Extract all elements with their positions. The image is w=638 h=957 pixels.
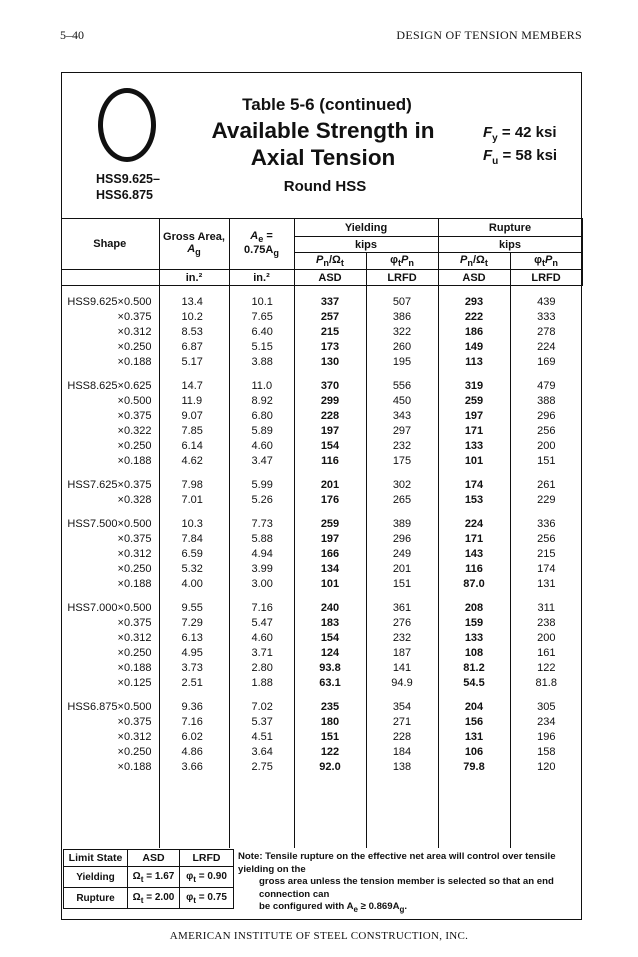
- table-row: [61, 730, 582, 745]
- cell-shape: HSS6.875×0.500: [67, 701, 152, 713]
- table-row: [61, 661, 582, 676]
- cell-rupture-asd: 131: [438, 730, 510, 745]
- cell-rupture-lrfd: 229: [510, 493, 582, 508]
- limit-rupture-lrfd: $\varphi_t = 0.75$: [180, 888, 234, 909]
- cell-gross-area: 5.32: [159, 562, 229, 577]
- table-row: [61, 616, 582, 631]
- cell-net-area: 5.99: [229, 478, 294, 493]
- cell-shape: ×0.188: [117, 662, 152, 674]
- cell-net-area: 5.88: [229, 532, 294, 547]
- shape-range-line1: HSS9.625–: [96, 172, 160, 186]
- cell-gross-area: 7.84: [159, 532, 229, 547]
- unit-rupture-asd: ASD: [438, 270, 510, 286]
- cell-yield-asd: 116: [294, 454, 366, 469]
- cell-gross-area: 3.66: [159, 760, 229, 775]
- unit-yield-lrfd: LRFD: [366, 270, 438, 286]
- cell-shape: ×0.250: [117, 746, 152, 758]
- col-rupture: Rupture: [438, 219, 582, 237]
- cell-gross-area: 9.36: [159, 700, 229, 715]
- cell-yield-lrfd: 260: [366, 340, 438, 355]
- cell-shape: ×0.312: [117, 548, 152, 560]
- cell-rupture-lrfd: 161: [510, 646, 582, 661]
- cell-yield-lrfd: 386: [366, 310, 438, 325]
- note-line2: gross area unless the tension member is selected so that an end connection can: [259, 876, 554, 900]
- cell-rupture-asd: 133: [438, 631, 510, 646]
- yield-pn-omega: $P_n/\Omega_t$: [294, 253, 366, 270]
- cell-rupture-asd: 171: [438, 424, 510, 439]
- cell-yield-lrfd: 141: [366, 661, 438, 676]
- fy-value: $F_y = 42$ ksi: [483, 124, 557, 144]
- cell-net-area: 4.94: [229, 547, 294, 562]
- cell-shape: ×0.312: [117, 632, 152, 644]
- cell-net-area: 3.99: [229, 562, 294, 577]
- cell-net-area: 2.75: [229, 760, 294, 775]
- page-footer: AMERICAN INSTITUTE OF STEEL CONSTRUCTION, INC.: [169, 930, 469, 942]
- cell-yield-asd: 154: [294, 631, 366, 646]
- cell-rupture-lrfd: 169: [510, 355, 582, 370]
- group-spacer: [61, 508, 582, 517]
- cell-gross-area: 3.73: [159, 661, 229, 676]
- cell-yield-lrfd: 265: [366, 493, 438, 508]
- cell-yield-asd: 197: [294, 424, 366, 439]
- cell-rupture-asd: 108: [438, 646, 510, 661]
- limit-yielding-asd: $\Omega_t = 1.67$: [128, 867, 180, 888]
- table-row: [61, 310, 582, 325]
- cell-net-area: 3.00: [229, 577, 294, 592]
- cell-yield-lrfd: 343: [366, 409, 438, 424]
- table-header: [61, 219, 582, 286]
- cell-rupture-lrfd: 439: [510, 295, 582, 310]
- fu-value: $F_u = 58$ ksi: [483, 147, 558, 167]
- cell-rupture-asd: 153: [438, 493, 510, 508]
- cell-shape: ×0.188: [117, 761, 152, 773]
- cell-yield-lrfd: 232: [366, 631, 438, 646]
- cell-net-area: 4.60: [229, 439, 294, 454]
- limit-yielding: Yielding: [64, 867, 128, 888]
- table-row: [61, 295, 582, 310]
- cell-rupture-asd: 81.2: [438, 661, 510, 676]
- page-title: [197, 117, 449, 171]
- page-number: 5–40: [60, 28, 84, 42]
- cell-gross-area: 9.07: [159, 409, 229, 424]
- cell-rupture-lrfd: 234: [510, 715, 582, 730]
- cell-rupture-lrfd: 296: [510, 409, 582, 424]
- cell-yield-asd: 101: [294, 577, 366, 592]
- cell-rupture-asd: 174: [438, 478, 510, 493]
- cell-shape: ×0.188: [117, 455, 152, 467]
- cell-yield-asd: 63.1: [294, 676, 366, 691]
- col-shape: Shape: [61, 219, 159, 270]
- cell-yield-asd: 240: [294, 601, 366, 616]
- cell-yield-asd: 299: [294, 394, 366, 409]
- cell-net-area: 7.65: [229, 310, 294, 325]
- cell-rupture-asd: 87.0: [438, 577, 510, 592]
- cell-rupture-lrfd: 151: [510, 454, 582, 469]
- cell-gross-area: 6.59: [159, 547, 229, 562]
- limit-rupture: Rupture: [64, 888, 128, 909]
- table-row: [61, 424, 582, 439]
- cell-shape: HSS7.625×0.375: [67, 479, 152, 491]
- cell-yield-asd: 201: [294, 478, 366, 493]
- table-row: [61, 601, 582, 616]
- cell-net-area: 6.80: [229, 409, 294, 424]
- cell-rupture-asd: 133: [438, 439, 510, 454]
- limit-state-table: [63, 849, 234, 909]
- cell-yield-asd: 124: [294, 646, 366, 661]
- cell-net-area: 3.88: [229, 355, 294, 370]
- cell-yield-asd: 154: [294, 439, 366, 454]
- cell-rupture-lrfd: 261: [510, 478, 582, 493]
- cell-gross-area: 6.87: [159, 340, 229, 355]
- cell-net-area: 4.60: [229, 631, 294, 646]
- yield-phi-pn: $\varphi_tP_n$: [366, 253, 438, 270]
- cell-net-area: 7.02: [229, 700, 294, 715]
- cell-rupture-lrfd: 238: [510, 616, 582, 631]
- table-row: [61, 562, 582, 577]
- strength-table: [61, 218, 583, 848]
- cell-rupture-lrfd: 388: [510, 394, 582, 409]
- table-row: [61, 745, 582, 760]
- group-spacer: [61, 286, 582, 296]
- cell-shape: ×0.250: [117, 563, 152, 575]
- shape-range-line2: HSS6.875: [96, 188, 153, 202]
- cell-gross-area: 7.16: [159, 715, 229, 730]
- cell-shape: ×0.312: [117, 731, 152, 743]
- table-row: [61, 547, 582, 562]
- table-row: [61, 355, 582, 370]
- cell-rupture-asd: 113: [438, 355, 510, 370]
- cell-yield-lrfd: 507: [366, 295, 438, 310]
- table-row: [61, 577, 582, 592]
- cell-yield-lrfd: 450: [366, 394, 438, 409]
- cell-shape: ×0.125: [117, 677, 152, 689]
- cell-gross-area: 6.13: [159, 631, 229, 646]
- cell-yield-asd: 370: [294, 379, 366, 394]
- table-body: [61, 286, 582, 849]
- cell-rupture-asd: 54.5: [438, 676, 510, 691]
- unit-shape-blank: [61, 270, 159, 286]
- cell-rupture-lrfd: 224: [510, 340, 582, 355]
- cell-rupture-lrfd: 158: [510, 745, 582, 760]
- cell-yield-lrfd: 228: [366, 730, 438, 745]
- cell-net-area: 5.37: [229, 715, 294, 730]
- cell-net-area: 8.92: [229, 394, 294, 409]
- cell-yield-lrfd: 322: [366, 325, 438, 340]
- cell-yield-lrfd: 296: [366, 532, 438, 547]
- cell-shape: ×0.375: [117, 533, 152, 545]
- cell-rupture-lrfd: 336: [510, 517, 582, 532]
- table-row: [61, 631, 582, 646]
- cell-gross-area: 7.98: [159, 478, 229, 493]
- cell-gross-area: 6.14: [159, 439, 229, 454]
- cell-gross-area: 2.51: [159, 676, 229, 691]
- cell-rupture-lrfd: 196: [510, 730, 582, 745]
- cell-yield-lrfd: 151: [366, 577, 438, 592]
- cell-rupture-lrfd: 122: [510, 661, 582, 676]
- table-row: [61, 478, 582, 493]
- cell-rupture-lrfd: 81.8: [510, 676, 582, 691]
- cell-yield-asd: 228: [294, 409, 366, 424]
- limit-yielding-lrfd: $\varphi_t = 0.90$: [180, 867, 234, 888]
- cell-net-area: 5.26: [229, 493, 294, 508]
- cell-rupture-asd: 293: [438, 295, 510, 310]
- table-row: [61, 325, 582, 340]
- unit-rupture-lrfd: LRFD: [510, 270, 582, 286]
- rupture-phi-pn: $\varphi_tP_n$: [510, 253, 582, 270]
- cell-yield-asd: 180: [294, 715, 366, 730]
- cell-net-area: 3.64: [229, 745, 294, 760]
- cell-yield-lrfd: 232: [366, 439, 438, 454]
- cell-rupture-asd: 149: [438, 340, 510, 355]
- group-spacer: [61, 370, 582, 379]
- cell-rupture-lrfd: 278: [510, 325, 582, 340]
- cell-rupture-asd: 186: [438, 325, 510, 340]
- cell-rupture-lrfd: 479: [510, 379, 582, 394]
- cell-rupture-asd: 106: [438, 745, 510, 760]
- table-row: [61, 409, 582, 424]
- cell-shape: ×0.250: [117, 440, 152, 452]
- cell-yield-asd: 92.0: [294, 760, 366, 775]
- cell-yield-asd: 122: [294, 745, 366, 760]
- cell-shape: HSS7.500×0.500: [67, 518, 152, 530]
- table-row: [61, 715, 582, 730]
- table-row: [61, 760, 582, 775]
- cell-rupture-asd: 204: [438, 700, 510, 715]
- cell-shape: ×0.328: [117, 494, 152, 506]
- cell-yield-lrfd: 556: [366, 379, 438, 394]
- cell-yield-asd: 176: [294, 493, 366, 508]
- cell-shape: ×0.188: [117, 356, 152, 368]
- cell-yield-lrfd: 271: [366, 715, 438, 730]
- cell-net-area: 1.88: [229, 676, 294, 691]
- cell-gross-area: 5.17: [159, 355, 229, 370]
- cell-net-area: 3.47: [229, 454, 294, 469]
- cell-yield-asd: 130: [294, 355, 366, 370]
- limit-rupture-asd: $\Omega_t = 2.00$: [128, 888, 180, 909]
- cell-gross-area: 4.00: [159, 577, 229, 592]
- cell-shape: ×0.188: [117, 578, 152, 590]
- cell-yield-lrfd: 354: [366, 700, 438, 715]
- col-yielding: Yielding: [294, 219, 438, 237]
- cell-rupture-asd: 171: [438, 532, 510, 547]
- cell-gross-area: 14.7: [159, 379, 229, 394]
- cell-yield-asd: 215: [294, 325, 366, 340]
- cell-yield-asd: 197: [294, 532, 366, 547]
- cell-gross-area: 8.53: [159, 325, 229, 340]
- cell-yield-lrfd: 276: [366, 616, 438, 631]
- unit-gross-area: in.²: [159, 270, 229, 286]
- cell-net-area: 5.89: [229, 424, 294, 439]
- rupture-pn-omega: $P_n/\Omega_t$: [438, 253, 510, 270]
- table-row: [61, 454, 582, 469]
- table-filler: [61, 775, 582, 848]
- cell-rupture-asd: 259: [438, 394, 510, 409]
- cell-rupture-lrfd: 215: [510, 547, 582, 562]
- cell-yield-lrfd: 389: [366, 517, 438, 532]
- cell-gross-area: 7.01: [159, 493, 229, 508]
- cell-rupture-lrfd: 311: [510, 601, 582, 616]
- cell-yield-asd: 151: [294, 730, 366, 745]
- yielding-kips: kips: [294, 237, 438, 253]
- cell-yield-lrfd: 184: [366, 745, 438, 760]
- cell-rupture-asd: 197: [438, 409, 510, 424]
- note-line3: be configured with $A_e \ge 0.869A_g$.: [259, 901, 408, 914]
- cell-gross-area: 10.2: [159, 310, 229, 325]
- cell-shape: ×0.375: [117, 410, 152, 422]
- cell-shape: ×0.375: [117, 716, 152, 728]
- cell-shape: HSS7.000×0.500: [67, 602, 152, 614]
- cell-rupture-lrfd: 131: [510, 577, 582, 592]
- cell-rupture-lrfd: 200: [510, 631, 582, 646]
- cell-rupture-asd: 116: [438, 562, 510, 577]
- group-spacer: [61, 691, 582, 700]
- table-number: Table 5-6 (continued): [242, 95, 412, 114]
- cell-yield-lrfd: 297: [366, 424, 438, 439]
- cell-yield-asd: 134: [294, 562, 366, 577]
- cell-net-area: 5.47: [229, 616, 294, 631]
- cell-shape: HSS8.625×0.625: [67, 380, 152, 392]
- table-row: [61, 493, 582, 508]
- running-head: [60, 28, 586, 44]
- title-line1: Available Strength in: [211, 118, 435, 143]
- cell-rupture-asd: 224: [438, 517, 510, 532]
- cell-rupture-asd: 101: [438, 454, 510, 469]
- cell-rupture-asd: 208: [438, 601, 510, 616]
- cell-gross-area: 11.9: [159, 394, 229, 409]
- cell-yield-asd: 173: [294, 340, 366, 355]
- cell-shape: ×0.375: [117, 311, 152, 323]
- cell-gross-area: 10.3: [159, 517, 229, 532]
- cell-net-area: 5.15: [229, 340, 294, 355]
- cell-shape: HSS9.625×0.500: [67, 296, 152, 308]
- cell-yield-asd: 257: [294, 310, 366, 325]
- cell-yield-asd: 337: [294, 295, 366, 310]
- cell-net-area: 6.40: [229, 325, 294, 340]
- cell-net-area: 4.51: [229, 730, 294, 745]
- unit-net-area: in.²: [229, 270, 294, 286]
- cell-rupture-lrfd: 333: [510, 310, 582, 325]
- table-row: [61, 532, 582, 547]
- cell-rupture-lrfd: 120: [510, 760, 582, 775]
- cell-shape: ×0.312: [117, 326, 152, 338]
- cell-rupture-asd: 143: [438, 547, 510, 562]
- cell-net-area: 3.71: [229, 646, 294, 661]
- table-note: [238, 851, 578, 916]
- cell-shape: ×0.375: [117, 617, 152, 629]
- cell-rupture-lrfd: 200: [510, 439, 582, 454]
- note-line1: Note: Tensile rupture on the effective net area will control over tensile yielding on the: [238, 851, 556, 875]
- limit-header-asd: ASD: [128, 850, 180, 867]
- section-title: DESIGN OF TENSION MEMBERS: [396, 28, 582, 42]
- table-row: [61, 676, 582, 691]
- cell-net-area: 7.16: [229, 601, 294, 616]
- circle-icon: [98, 88, 156, 162]
- cell-gross-area: 4.62: [159, 454, 229, 469]
- cell-yield-asd: 93.8: [294, 661, 366, 676]
- group-spacer: [61, 469, 582, 478]
- cell-shape: ×0.322: [117, 425, 152, 437]
- col-gross-area: Gross Area, $A_g$: [159, 219, 229, 270]
- table-row: [61, 379, 582, 394]
- cell-shape: ×0.250: [117, 341, 152, 353]
- cell-gross-area: 13.4: [159, 295, 229, 310]
- cell-yield-lrfd: 201: [366, 562, 438, 577]
- table-row: [61, 340, 582, 355]
- cell-rupture-lrfd: 305: [510, 700, 582, 715]
- cell-rupture-asd: 222: [438, 310, 510, 325]
- cell-yield-lrfd: 302: [366, 478, 438, 493]
- cell-yield-asd: 235: [294, 700, 366, 715]
- cell-yield-lrfd: 195: [366, 355, 438, 370]
- table-subtitle: Round HSS: [283, 178, 367, 195]
- cell-gross-area: 6.02: [159, 730, 229, 745]
- cell-net-area: 10.1: [229, 295, 294, 310]
- cell-rupture-lrfd: 256: [510, 424, 582, 439]
- table-row: [61, 394, 582, 409]
- col-net-area: $A_e$ = $0.75A_g$: [229, 219, 294, 270]
- cell-yield-lrfd: 94.9: [366, 676, 438, 691]
- cell-gross-area: 9.55: [159, 601, 229, 616]
- cell-rupture-asd: 79.8: [438, 760, 510, 775]
- cell-yield-lrfd: 187: [366, 646, 438, 661]
- cell-net-area: 7.73: [229, 517, 294, 532]
- title-line2: Axial Tension: [250, 145, 396, 170]
- cell-net-area: 2.80: [229, 661, 294, 676]
- cell-shape: ×0.500: [117, 395, 152, 407]
- cell-rupture-asd: 159: [438, 616, 510, 631]
- cell-yield-asd: 259: [294, 517, 366, 532]
- cell-yield-asd: 166: [294, 547, 366, 562]
- table-row: [61, 439, 582, 454]
- cell-gross-area: 4.95: [159, 646, 229, 661]
- limit-header-lrfd: LRFD: [180, 850, 234, 867]
- table-row: [61, 700, 582, 715]
- cell-yield-lrfd: 175: [366, 454, 438, 469]
- cell-gross-area: 7.85: [159, 424, 229, 439]
- limit-header-state: Limit State: [64, 850, 128, 867]
- rupture-kips: kips: [438, 237, 582, 253]
- table-row: [61, 646, 582, 661]
- cell-yield-lrfd: 249: [366, 547, 438, 562]
- cell-yield-lrfd: 138: [366, 760, 438, 775]
- cell-net-area: 11.0: [229, 379, 294, 394]
- cell-shape: ×0.250: [117, 647, 152, 659]
- cell-yield-asd: 183: [294, 616, 366, 631]
- cell-rupture-lrfd: 256: [510, 532, 582, 547]
- table-row: [61, 517, 582, 532]
- cell-rupture-asd: 319: [438, 379, 510, 394]
- cell-gross-area: 4.86: [159, 745, 229, 760]
- cell-rupture-lrfd: 174: [510, 562, 582, 577]
- cell-gross-area: 7.29: [159, 616, 229, 631]
- group-spacer: [61, 592, 582, 601]
- cell-rupture-asd: 156: [438, 715, 510, 730]
- cell-yield-lrfd: 361: [366, 601, 438, 616]
- unit-yield-asd: ASD: [294, 270, 366, 286]
